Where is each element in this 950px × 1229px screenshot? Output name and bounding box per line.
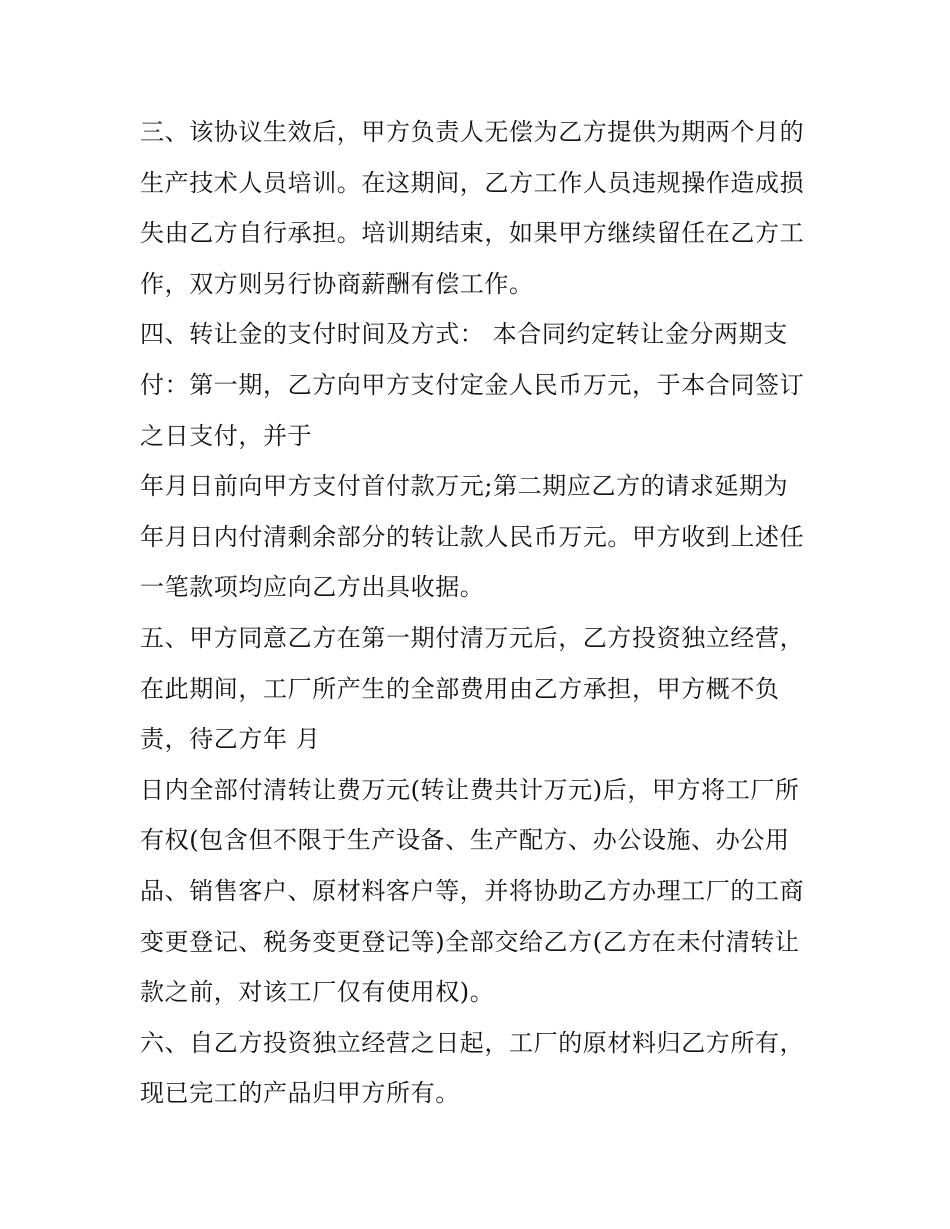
text-line: 失由乙方自行承担。培训期结束，如果甲方继续留任在乙方工 — [140, 219, 805, 248]
text-line: 五、甲方同意乙方在第一期付清万元后，乙方投资独立经营， — [140, 623, 805, 652]
text-line: 变更登记、税务变更登记等)全部交给乙方(乙方在未付清转让 — [140, 927, 800, 956]
text-line: 生产技术人员培训。在这期间，乙方工作人员违规操作造成损 — [140, 168, 805, 197]
text-line: 责，待乙方年 月 — [140, 725, 321, 754]
text-line: 一笔款项均应向乙方出具收据。 — [140, 573, 485, 602]
text-line: 日内全部付清转让费万元(转让费共计万元)后，甲方将工厂所 — [140, 775, 800, 804]
text-line: 品、销售客户、原材料客户等，并将协助乙方办理工厂的工商 — [140, 876, 805, 905]
text-line: 有权(包含但不限于生产设备、生产配方、办公设施、办公用 — [140, 826, 790, 855]
text-line: 现已完工的产品归甲方所有。 — [140, 1079, 460, 1108]
document-body — [140, 107, 820, 1119]
text-line: 款之前，对该工厂仅有使用权)。 — [140, 978, 495, 1007]
text-line: 四、转让金的支付时间及方式： 本合同约定转让金分两期支 — [140, 320, 788, 349]
text-line: 作，双方则另行协商薪酬有偿工作。 — [140, 269, 534, 298]
text-line: 在此期间，工厂所产生的全部费用由乙方承担，甲方概不负 — [140, 674, 780, 703]
text-line: 六、自乙方投资独立经营之日起，工厂的原材料归乙方所有， — [140, 1028, 805, 1057]
text-line: 年月日前向甲方支付首付款万元;第二期应乙方的请求延期为 — [140, 472, 789, 501]
text-line: 三、该协议生效后，甲方负责人无偿为乙方提供为期两个月的 — [140, 118, 805, 146]
text-line: 年月日内付清剩余部分的转让款人民币万元。甲方收到上述任 — [140, 522, 805, 551]
text-line: 付：第一期，乙方向甲方支付定金人民币万元，于本合同签订 — [140, 370, 805, 399]
text-line: 之日支付，并于 — [140, 421, 313, 450]
